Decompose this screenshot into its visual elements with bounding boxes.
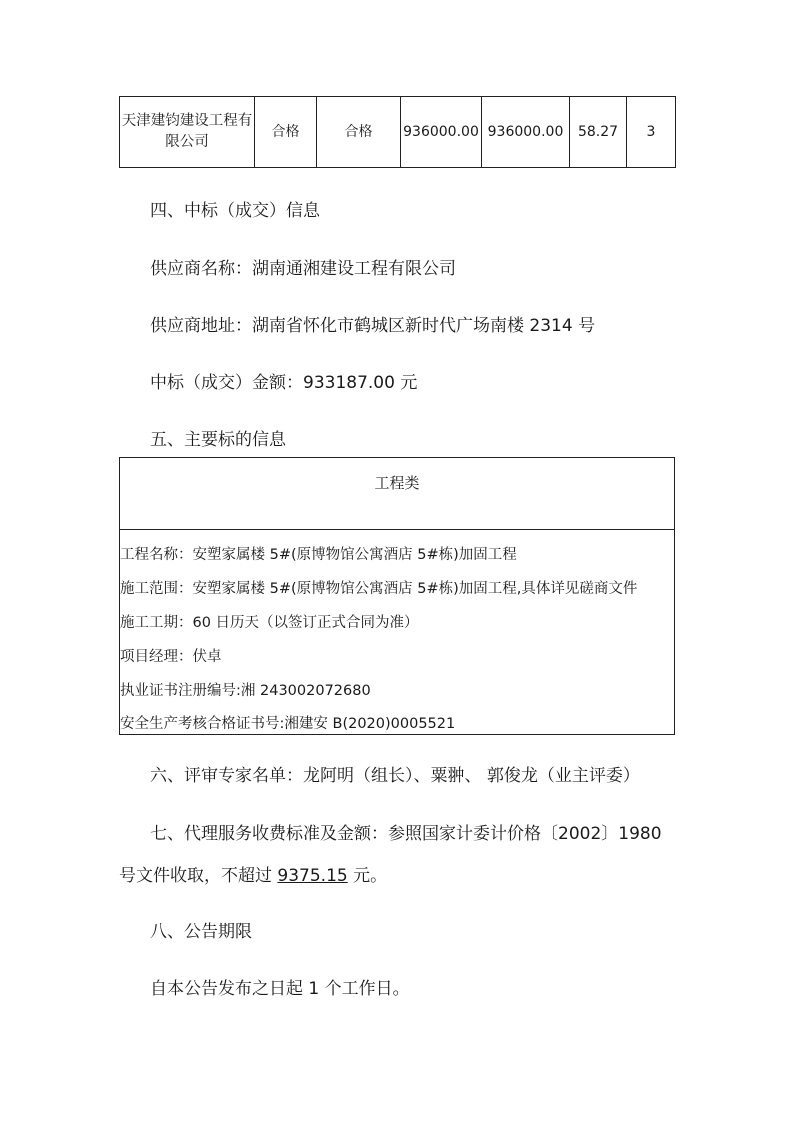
award-amount-label: 中标（成交）金额： [150, 373, 303, 393]
section8-heading: 八、公告期限 [150, 922, 252, 942]
company-cell: 天津建钧建设工程有限公司 [120, 97, 255, 168]
section7-line1: 七、代理服务收费标准及金额：参照国家计委计价格〔2002〕1980 [150, 824, 662, 844]
box-title: 工程类 [120, 458, 674, 530]
section7-suffix: 元。 [347, 866, 388, 886]
section7-line2 [119, 861, 387, 886]
license-row: 执业证书注册编号:湘 243002072680 [120, 683, 371, 699]
fee-amount: 9375.15 [277, 866, 348, 886]
supplier-address-line [150, 311, 595, 336]
section5-heading: 五、主要标的信息 [150, 430, 286, 450]
safety-cert-row: 安全生产考核合格证书号:湘建安 B(2020)0005521 [120, 716, 456, 732]
project-name-row: 工程名称：安塑家属楼 5#(原博物馆公寓酒店 5#栋)加固工程 [120, 547, 517, 563]
table-row [120, 97, 676, 168]
supplier-name: 湖南通湘建设工程有限公司 [252, 259, 456, 279]
rank-cell: 3 [627, 97, 676, 168]
section7-prefix: 号文件收取，不超过 [119, 866, 278, 886]
bid-price-cell: 936000.00 [401, 97, 482, 168]
qualification-cell: 合格 [255, 97, 317, 168]
section6-line: 六、评审专家名单：龙阿明（组长）、粟翀、 郭俊龙（业主评委） [150, 766, 640, 786]
supplier-address: 湖南省怀化市鹤城区新时代广场南楼 2314 号 [252, 316, 596, 336]
main-subject-box [119, 457, 675, 735]
section8-text: 自本公告发布之日起 1 个工作日。 [150, 979, 410, 999]
supplier-name-label: 供应商名称： [150, 259, 252, 279]
supplier-address-label: 供应商地址： [150, 316, 252, 336]
duration-row: 施工工期：60 日历天（以签订正式合同为准） [120, 615, 419, 631]
compliance-cell: 合格 [317, 97, 401, 168]
award-amount: 933187.00 元 [303, 373, 418, 393]
score-cell: 58.27 [570, 97, 627, 168]
scope-row: 施工范围：安塑家属楼 5#(原博物馆公寓酒店 5#栋)加固工程,具体详见磋商文件 [120, 581, 638, 597]
supplier-name-line [150, 254, 456, 279]
evaluated-price-cell: 936000.00 [482, 97, 570, 168]
award-amount-line [150, 368, 417, 393]
section4-heading: 四、中标（成交）信息 [150, 201, 320, 221]
bid-result-table [119, 96, 676, 168]
manager-row: 项目经理：伏卓 [120, 649, 222, 665]
